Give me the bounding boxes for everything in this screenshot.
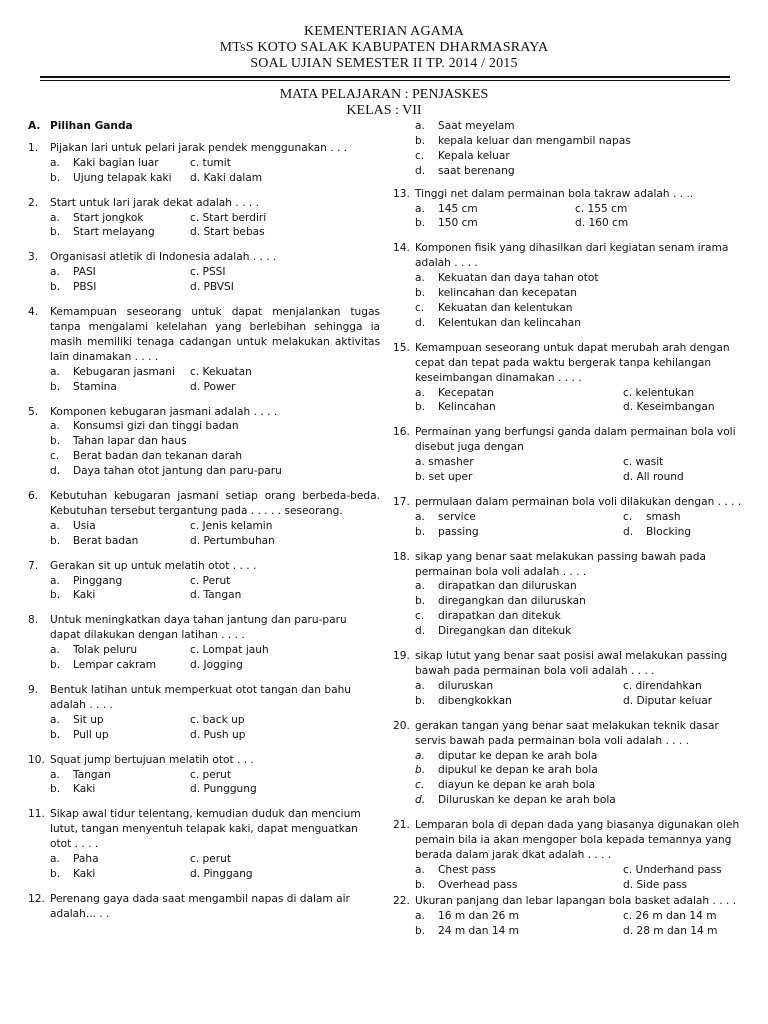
option-d[interactable]: d. saat berenang: [415, 164, 515, 177]
question-12: [28, 892, 380, 922]
question-text: Kemampuan seseorang untuk dapat merubah arah dengan cepat dan tepat pada waktu bergerak tanpa kehilangan keseimbangan dinamakan . . . .: [415, 341, 730, 384]
question-text: Bentuk latihan untuk memperkuat otot tangan dan bahu adalah . . . .: [50, 684, 352, 711]
option-c[interactable]: c. Underhand pass: [623, 863, 722, 876]
option-b[interactable]: b. passing: [415, 525, 479, 538]
options-18: [393, 579, 743, 639]
option-d[interactable]: d. 28 m dan 14 m: [623, 924, 718, 937]
option-d[interactable]: d. Tangan: [190, 589, 242, 602]
options-22: [393, 909, 743, 939]
option-a[interactable]: a. Tangan: [50, 768, 111, 781]
question-7: [28, 559, 380, 574]
question-text: Gerakan sit up untuk melatih otot . . . .: [50, 559, 257, 572]
question-21: [393, 818, 743, 863]
question-number: 7.: [28, 559, 39, 572]
option-c[interactable]: c. back up: [190, 713, 245, 726]
options-1: [28, 156, 380, 186]
option-b[interactable]: b. Tahan lapar dan haus: [50, 435, 187, 448]
header-divider-thin: [40, 80, 730, 81]
question-text: sikap yang benar saat melakukan passing bawah pada permainan bola voli adalah . . . .: [415, 550, 706, 578]
question-22: [393, 894, 743, 909]
question-text: Kebutuhan kebugaran jasmani setiap orang berbeda-beda. Kebutuhan tersebut tergantung pada . . . . . seseorang.: [50, 490, 380, 517]
question-number: 2.: [28, 196, 39, 209]
question-10: [28, 753, 380, 768]
options-6: [28, 519, 380, 549]
question-text: Komponen kebugaran jasmani adalah . . . .: [50, 405, 278, 418]
section-number: A.: [28, 120, 41, 132]
header-divider: [40, 76, 730, 78]
question-number: 13.: [393, 187, 410, 200]
options-17: [393, 510, 743, 540]
option-c[interactable]: c. 26 m dan 14 m: [623, 909, 717, 922]
question-number: 17.: [393, 495, 410, 508]
option-a[interactable]: a. PASI: [50, 266, 96, 279]
question-number: 14.: [393, 242, 410, 255]
question-text: Perenang gaya dada saat mengambil napas di dalam air adalah... . .: [50, 892, 350, 920]
option-b[interactable]: b. Start melayang: [50, 226, 155, 239]
option-d[interactable]: d. Kelentukan dan kelincahan: [415, 316, 581, 329]
option-b[interactable]: b. Pull up: [50, 728, 109, 741]
option-a[interactable]: a. 16 m dan 26 m: [415, 909, 519, 922]
ministry-title: KEMENTERIAN AGAMA: [303, 24, 465, 39]
question-number: 5.: [28, 405, 39, 418]
option-d[interactable]: d. PBVSI: [190, 281, 234, 294]
option-d[interactable]: d. Diregangkan dan ditekuk: [415, 625, 572, 638]
options-15: [393, 386, 743, 416]
option-d[interactable]: d. Daya tahan otot jantung dan paru-paru: [50, 465, 282, 478]
option-a[interactable]: a. Kaki bagian luar: [50, 156, 159, 169]
option-c[interactable]: c. wasit: [623, 456, 664, 469]
question-text: Permainan yang berfungsi ganda dalam permainan bola voli disebut juga dengan: [415, 426, 736, 454]
question-5: [28, 405, 380, 420]
options-4: [28, 365, 380, 395]
option-a[interactable]: a. Chest pass: [415, 863, 496, 876]
option-c[interactable]: c. Berat badan dan tekanan darah: [50, 450, 243, 463]
option-c[interactable]: c. Kekuatan: [190, 365, 252, 378]
option-a[interactable]: a. Konsumsi gizi dan tinggi badan: [50, 420, 239, 433]
option-c[interactable]: c. Perut: [190, 574, 231, 587]
option-b[interactable]: b. Kaki: [50, 783, 96, 796]
option-c[interactable]: c. Kekuatan dan kelentukan: [415, 301, 573, 314]
option-a[interactable]: a. Kekuatan dan daya tahan otot: [415, 272, 599, 285]
question-text: Kemampuan seseorang untuk dapat menjalankan tugas tanpa mengalami kelelahan yang berlebihan sehingga ia masih memiliki tenaga cadangan untuk melakukan aktivitas lain dinamakan . . . .: [50, 306, 380, 363]
question-number: 12.: [28, 892, 45, 905]
option-c[interactable]: c. perut: [190, 853, 232, 866]
option-d[interactable]: d. Pinggang: [190, 867, 253, 880]
options-5: [28, 419, 380, 479]
question-11: [28, 807, 380, 852]
question-number: 18.: [393, 550, 410, 563]
option-d[interactable]: d. Diputar keluar: [623, 694, 713, 707]
question-number: 8.: [28, 614, 39, 627]
option-c[interactable]: c. kelentukan: [623, 386, 695, 399]
question-text: Ukuran panjang dan lebar lapangan bola basket adalah . . . .: [415, 894, 737, 907]
option-d[interactable]: d. Push up: [190, 728, 246, 741]
options-20: [393, 749, 743, 809]
options-13: [393, 202, 743, 232]
options-10: [28, 768, 380, 798]
question-number: 4.: [28, 306, 39, 319]
option-a[interactable]: a. Sit up: [50, 713, 104, 726]
option-d[interactable]: d. Keseimbangan: [623, 401, 715, 414]
option-d[interactable]: d. Side pass: [623, 878, 687, 891]
options-14: [393, 271, 743, 331]
school-name: MTsS KOTO SALAK KABUPATEN DHARMASRAYA: [219, 40, 549, 55]
option-c[interactable]: c. diayun ke depan ke arah bola: [415, 779, 596, 792]
option-a[interactable]: a. dirapatkan dan diluruskan: [415, 580, 577, 593]
left-column: [28, 119, 380, 922]
option-b[interactable]: b. kelincahan dan kecepatan: [415, 287, 577, 300]
option-c[interactable]: c. Start berdiri: [190, 211, 267, 224]
question-number: 20.: [393, 719, 410, 732]
options-3: [28, 265, 380, 295]
option-a[interactable]: a. 145 cm: [415, 202, 478, 215]
subject-block: [0, 87, 768, 119]
question-1: [28, 141, 380, 156]
option-b[interactable]: b. PBSI: [50, 281, 97, 294]
question-number: 16.: [393, 426, 410, 439]
option-a[interactable]: a. Tolak peluru: [50, 644, 138, 657]
options-19: [393, 679, 743, 709]
question-number: 22.: [393, 894, 410, 907]
option-c[interactable]: c. perut: [190, 768, 232, 781]
option-b[interactable]: b. Kaki: [50, 867, 96, 880]
option-c[interactable]: c. Lompat jauh: [190, 644, 269, 657]
options-12: [393, 119, 743, 179]
option-d[interactable]: d. Blocking: [623, 525, 692, 538]
question-number: 6.: [28, 490, 39, 503]
question-8: [28, 613, 380, 643]
option-c[interactable]: c. PSSI: [190, 266, 226, 279]
option-b[interactable]: b. set uper: [415, 471, 473, 484]
section-title: Pilihan Ganda: [50, 120, 133, 132]
option-c[interactable]: c. Jenis kelamin: [190, 519, 273, 532]
question-17: [393, 495, 743, 510]
options-21: [393, 863, 743, 893]
question-text: Tinggi net dalam permainan bola takraw adalah . . ..: [415, 187, 694, 200]
question-number: 19.: [393, 650, 410, 663]
question-19: [393, 649, 743, 679]
option-d[interactable]: d. Kaki dalam: [190, 171, 263, 184]
question-6: [28, 489, 380, 519]
option-d[interactable]: d. Power: [190, 380, 236, 393]
question-number: 3.: [28, 251, 39, 264]
question-4: [28, 305, 380, 365]
option-b[interactable]: b. Kaki: [50, 589, 96, 602]
option-b[interactable]: b. dipukul ke depan ke arah bola: [415, 764, 598, 777]
option-b[interactable]: b. dibengkokkan: [415, 694, 512, 707]
option-b[interactable]: b. Ujung telapak kaki: [50, 171, 172, 184]
option-b[interactable]: b. 24 m dan 14 m: [415, 924, 519, 937]
question-text: Lemparan bola di depan dada yang biasanya digunakan oleh pemain bila ia akan mengoper bola kepada temannya yang berada dalam jarak dkat adalah . . . .: [415, 819, 740, 861]
option-c[interactable]: c. 155 cm: [575, 202, 628, 215]
question-text: Sikap awal tidur telentang, kemudian duduk dan mencium lutut, tangan menyentuh telapak kaki, dapat menguatkan otot . . . .: [50, 808, 361, 851]
options-11: [28, 852, 380, 882]
option-b[interactable]: b. Stamina: [50, 380, 117, 393]
option-d[interactable]: d. Jogging: [190, 659, 243, 672]
question-number: 21.: [393, 819, 410, 832]
question-16: [393, 425, 743, 455]
question-text: Pijakan lari untuk pelari jarak pendek menggunakan . . .: [50, 141, 348, 154]
option-d[interactable]: d. Start bebas: [190, 226, 265, 239]
option-b[interactable]: b. 150 cm: [415, 217, 478, 230]
section-heading: [28, 119, 380, 134]
question-text: Untuk meningkatkan daya tahan jantung dan paru-paru dapat dilakukan dengan latihan . . . .: [50, 614, 347, 642]
question-text: Start untuk lari jarak dekat adalah . . . .: [50, 196, 259, 209]
option-b[interactable]: b. diregangkan dan diluruskan: [415, 595, 586, 608]
options-2: [28, 211, 380, 241]
option-b[interactable]: b. Lempar cakram: [50, 659, 157, 672]
option-d[interactable]: d. Punggung: [190, 783, 257, 796]
question-13: [393, 187, 743, 202]
option-c[interactable]: c. dirapatkan dan ditekuk: [415, 610, 561, 623]
options-7: [28, 574, 380, 604]
question-text: Squat jump bertujuan melatih otot . . .: [50, 753, 254, 766]
question-number: 1.: [28, 141, 39, 154]
option-c[interactable]: c. Kepala keluar: [415, 149, 510, 162]
option-c[interactable]: c. direndahkan: [623, 679, 702, 692]
exam-header: [0, 24, 768, 72]
option-a[interactable]: a. service: [415, 510, 476, 523]
question-text: permulaan dalam permainan bola voli dilakukan dengan . . . .: [415, 495, 742, 508]
question-text: gerakan tangan yang benar saat melakukan teknik dasar servis bawah pada permainan bola voli adalah . . . .: [415, 719, 719, 747]
question-text: Komponen fisik yang dihasilkan dari kegiatan senam irama adalah . . . .: [415, 242, 729, 270]
question-number: 15.: [393, 341, 410, 354]
option-a[interactable]: a. diluruskan: [415, 679, 494, 692]
option-a[interactable]: a. Kecepatan: [415, 386, 494, 399]
option-a[interactable]: a. Pinggang: [50, 574, 123, 587]
grade-title: KELAS : VII: [346, 103, 422, 118]
options-9: [28, 713, 380, 743]
option-a[interactable]: a. Saat meyelam: [415, 120, 515, 132]
right-column: [393, 119, 743, 948]
option-d[interactable]: d. 160 cm: [575, 217, 629, 230]
options-8: [28, 643, 380, 673]
option-c[interactable]: c. smash: [623, 510, 681, 523]
question-number: 9.: [28, 684, 39, 696]
option-b[interactable]: b. Berat badan: [50, 534, 139, 547]
options-16: [393, 455, 743, 485]
question-18: [393, 550, 743, 580]
option-a[interactable]: a. Usia: [50, 519, 96, 532]
option-a[interactable]: a. diputar ke depan ke arah bola: [415, 749, 598, 762]
option-b[interactable]: b. Overhead pass: [415, 878, 518, 891]
option-d[interactable]: d. Pertumbuhan: [190, 534, 275, 547]
question-15: [393, 341, 743, 386]
option-b[interactable]: b. Kelincahan: [415, 401, 496, 414]
option-b[interactable]: b. kepala keluar dan mengambil napas: [415, 134, 631, 147]
subject-title: MATA PELAJARAN : PENJASKES: [279, 87, 489, 102]
question-number: 10.: [28, 753, 45, 766]
question-3: [28, 250, 380, 265]
question-14: [393, 241, 743, 271]
option-a[interactable]: a. Paha: [50, 853, 99, 866]
option-d[interactable]: d. Diluruskan ke depan ke arah bola: [415, 794, 616, 807]
exam-title: SOAL UJIAN SEMESTER II TP. 2014 / 2015: [250, 56, 518, 71]
question-9: [28, 683, 380, 713]
option-c[interactable]: c. tumit: [190, 156, 231, 169]
question-2: [28, 196, 380, 211]
question-20: [393, 719, 743, 749]
question-text: sikap lutut yang benar saat posisi awal melakukan passing bawah pada permainan bola voli adalah . . . .: [415, 650, 728, 677]
question-number: 11.: [28, 808, 45, 821]
option-a[interactable]: a. Kebugaran jasmani: [50, 365, 175, 378]
option-a[interactable]: a. smasher: [415, 456, 474, 469]
question-text: Organisasi atletik di Indonesia adalah . . . .: [50, 251, 277, 264]
option-a[interactable]: a. Start jongkok: [50, 211, 144, 224]
option-d[interactable]: d. All round: [623, 471, 684, 484]
